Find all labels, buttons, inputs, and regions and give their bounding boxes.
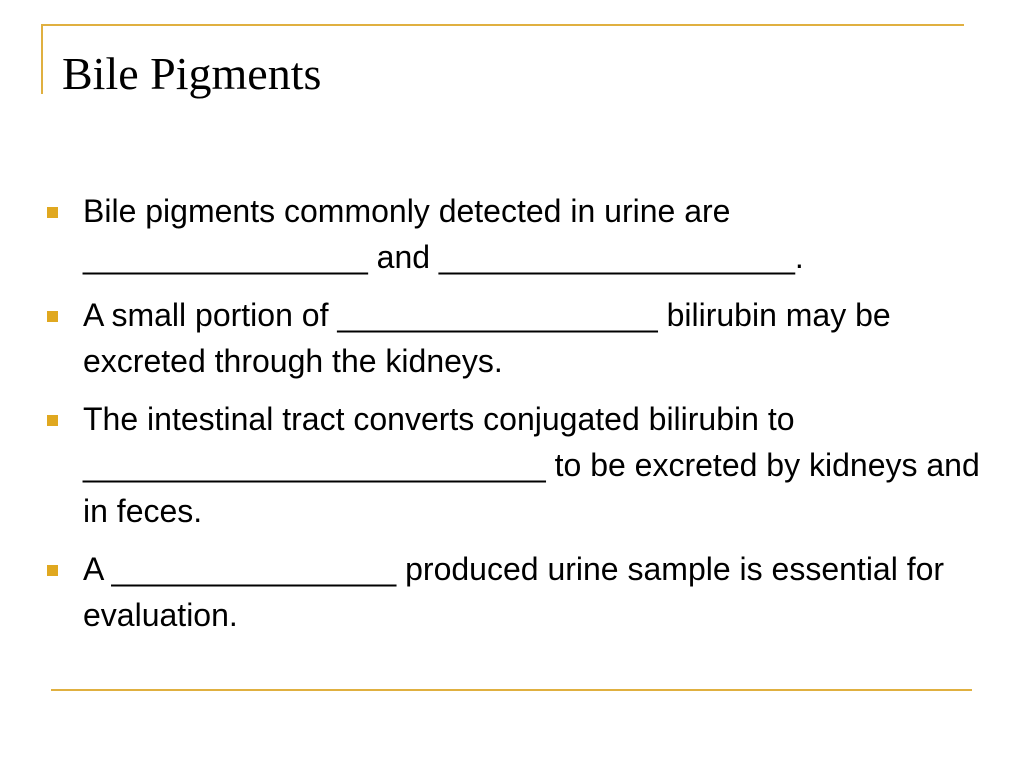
bullet-text-2: A small portion of __________________ bilirubin may be excreted through the kidneys. xyxy=(83,297,891,379)
bullet-text-3: The intestinal tract converts conjugated bilirubin to __________________________ to be excreted by kidneys and in feces. xyxy=(83,401,980,529)
left-accent-line xyxy=(41,24,43,94)
bullet-item-1 xyxy=(83,188,993,280)
square-bullet-icon xyxy=(47,207,58,218)
bottom-accent-line xyxy=(51,689,972,691)
bullet-text-4: A ________________ produced urine sample is essential for evaluation. xyxy=(83,551,945,633)
bullet-item-3 xyxy=(83,396,993,534)
bullet-item-4 xyxy=(83,546,993,638)
square-bullet-icon xyxy=(47,415,58,426)
top-accent-line xyxy=(43,24,964,26)
bullet-list xyxy=(83,188,993,650)
bullet-item-2 xyxy=(83,292,993,384)
square-bullet-icon xyxy=(47,565,58,576)
square-bullet-icon xyxy=(47,311,58,322)
bullet-text-1: Bile pigments commonly detected in urine are ________________ and ____________________. xyxy=(83,193,804,275)
slide-title: Bile Pigments xyxy=(62,48,322,99)
